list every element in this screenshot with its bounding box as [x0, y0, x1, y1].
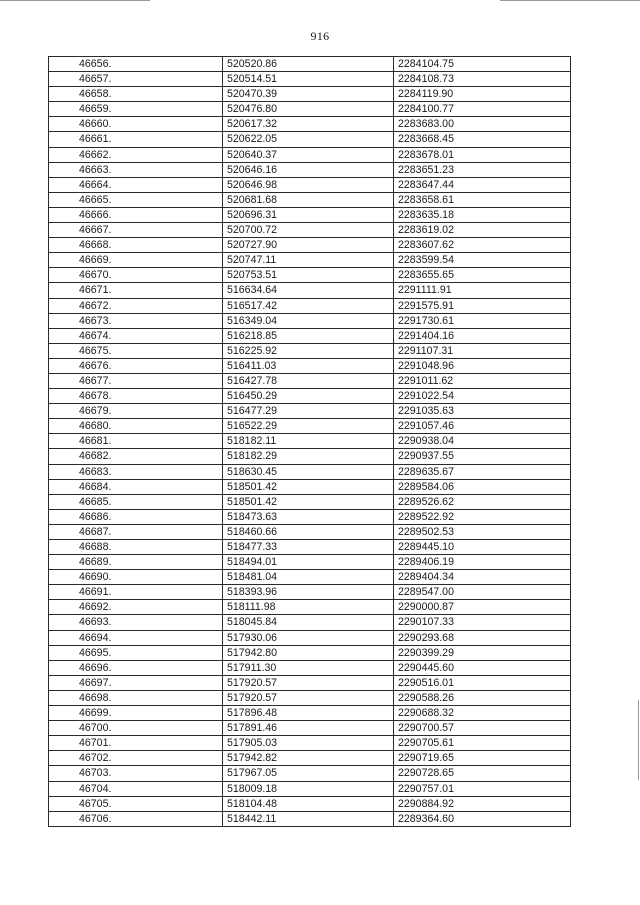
table-row — [49, 57, 571, 72]
y-coordinate-cell: 2283655.65 — [394, 268, 571, 283]
table-row — [49, 751, 571, 766]
x-coordinate-cell: 518501.42 — [223, 494, 394, 509]
y-coordinate-cell: 2289635.67 — [394, 464, 571, 479]
y-coordinate-cell: 2290719.65 — [394, 751, 571, 766]
x-coordinate-cell: 516517.42 — [223, 298, 394, 313]
table-row — [49, 675, 571, 690]
point-number-cell: 46695. — [49, 645, 223, 660]
y-coordinate-cell: 2290938.04 — [394, 434, 571, 449]
x-coordinate-cell: 518111.98 — [223, 600, 394, 615]
point-number-cell: 46659. — [49, 102, 223, 117]
table-row — [49, 509, 571, 524]
y-coordinate-cell: 2283635.18 — [394, 207, 571, 222]
point-number-cell: 46692. — [49, 600, 223, 615]
y-coordinate-cell: 2283607.62 — [394, 238, 571, 253]
y-coordinate-cell: 2283619.02 — [394, 223, 571, 238]
point-number-cell: 46674. — [49, 328, 223, 343]
x-coordinate-cell: 518045.84 — [223, 615, 394, 630]
y-coordinate-cell: 2291022.54 — [394, 389, 571, 404]
point-number-cell: 46696. — [49, 660, 223, 675]
x-coordinate-cell: 518501.42 — [223, 479, 394, 494]
x-coordinate-cell: 518460.66 — [223, 524, 394, 539]
x-coordinate-cell: 518481.04 — [223, 570, 394, 585]
x-coordinate-cell: 520640.37 — [223, 147, 394, 162]
table-row — [49, 736, 571, 751]
y-coordinate-cell: 2289584.06 — [394, 479, 571, 494]
y-coordinate-cell: 2289445.10 — [394, 540, 571, 555]
table-row — [49, 253, 571, 268]
point-number-cell: 46704. — [49, 781, 223, 796]
table-row — [49, 207, 571, 222]
table-row — [49, 162, 571, 177]
table-row — [49, 630, 571, 645]
x-coordinate-cell: 520617.32 — [223, 117, 394, 132]
point-number-cell: 46679. — [49, 404, 223, 419]
x-coordinate-cell: 520681.68 — [223, 192, 394, 207]
x-coordinate-cell: 520727.90 — [223, 238, 394, 253]
x-coordinate-cell: 520514.51 — [223, 72, 394, 87]
x-coordinate-cell: 520753.51 — [223, 268, 394, 283]
point-number-cell: 46697. — [49, 675, 223, 690]
point-number-cell: 46658. — [49, 87, 223, 102]
x-coordinate-cell: 520470.39 — [223, 87, 394, 102]
y-coordinate-cell: 2289547.00 — [394, 585, 571, 600]
y-coordinate-cell: 2290700.57 — [394, 721, 571, 736]
y-coordinate-cell: 2291730.61 — [394, 313, 571, 328]
table-row — [49, 555, 571, 570]
point-number-cell: 46660. — [49, 117, 223, 132]
x-coordinate-cell: 520700.72 — [223, 223, 394, 238]
y-coordinate-cell: 2284100.77 — [394, 102, 571, 117]
table-row — [49, 570, 571, 585]
point-number-cell: 46680. — [49, 419, 223, 434]
table-row — [49, 600, 571, 615]
table-row — [49, 494, 571, 509]
point-number-cell: 46670. — [49, 268, 223, 283]
x-coordinate-cell: 517920.57 — [223, 690, 394, 705]
y-coordinate-cell: 2290588.26 — [394, 690, 571, 705]
y-coordinate-cell: 2290937.55 — [394, 449, 571, 464]
table-row — [49, 328, 571, 343]
y-coordinate-cell: 2291035.63 — [394, 404, 571, 419]
x-coordinate-cell: 520520.86 — [223, 57, 394, 72]
x-coordinate-cell: 517891.46 — [223, 721, 394, 736]
point-number-cell: 46705. — [49, 796, 223, 811]
y-coordinate-cell: 2290107.33 — [394, 615, 571, 630]
point-number-cell: 46665. — [49, 192, 223, 207]
page-number: 916 — [310, 29, 330, 43]
y-coordinate-cell: 2290000.87 — [394, 600, 571, 615]
y-coordinate-cell: 2284119.90 — [394, 87, 571, 102]
point-number-cell: 46673. — [49, 313, 223, 328]
x-coordinate-cell: 516522.29 — [223, 419, 394, 434]
table-row — [49, 298, 571, 313]
x-coordinate-cell: 516218.85 — [223, 328, 394, 343]
y-coordinate-cell: 2283683.00 — [394, 117, 571, 132]
y-coordinate-cell: 2289406.19 — [394, 555, 571, 570]
x-coordinate-cell: 516427.78 — [223, 373, 394, 388]
y-coordinate-cell: 2291111.91 — [394, 283, 571, 298]
table-row — [49, 313, 571, 328]
table-row — [49, 660, 571, 675]
table-row — [49, 645, 571, 660]
table-row — [49, 132, 571, 147]
table-row — [49, 223, 571, 238]
y-coordinate-cell: 2283658.61 — [394, 192, 571, 207]
table-row — [49, 117, 571, 132]
table-row — [49, 721, 571, 736]
x-coordinate-cell: 520646.16 — [223, 162, 394, 177]
table-row — [49, 811, 571, 826]
point-number-cell: 46678. — [49, 389, 223, 404]
table-row — [49, 766, 571, 781]
y-coordinate-cell: 2291404.16 — [394, 328, 571, 343]
table-row — [49, 343, 571, 358]
point-number-cell: 46683. — [49, 464, 223, 479]
y-coordinate-cell: 2283647.44 — [394, 177, 571, 192]
y-coordinate-cell: 2289526.62 — [394, 494, 571, 509]
y-coordinate-cell: 2291057.46 — [394, 419, 571, 434]
y-coordinate-cell: 2284108.73 — [394, 72, 571, 87]
point-number-cell: 46664. — [49, 177, 223, 192]
y-coordinate-cell: 2290705.61 — [394, 736, 571, 751]
point-number-cell: 46703. — [49, 766, 223, 781]
y-coordinate-cell: 2290728.65 — [394, 766, 571, 781]
point-number-cell: 46699. — [49, 706, 223, 721]
point-number-cell: 46691. — [49, 585, 223, 600]
table-row — [49, 524, 571, 539]
y-coordinate-cell: 2290516.01 — [394, 675, 571, 690]
table-row — [49, 585, 571, 600]
y-coordinate-cell: 2283678.01 — [394, 147, 571, 162]
x-coordinate-cell: 518630.45 — [223, 464, 394, 479]
y-coordinate-cell: 2283668.45 — [394, 132, 571, 147]
x-coordinate-cell: 518473.63 — [223, 509, 394, 524]
x-coordinate-cell: 517942.82 — [223, 751, 394, 766]
point-number-cell: 46671. — [49, 283, 223, 298]
table-row — [49, 72, 571, 87]
x-coordinate-cell: 520747.11 — [223, 253, 394, 268]
x-coordinate-cell: 518009.18 — [223, 781, 394, 796]
table-row — [49, 238, 571, 253]
table-row — [49, 283, 571, 298]
x-coordinate-cell: 520696.31 — [223, 207, 394, 222]
x-coordinate-cell: 518477.33 — [223, 540, 394, 555]
x-coordinate-cell: 520476.80 — [223, 102, 394, 117]
scan-edge-right — [638, 700, 639, 780]
point-number-cell: 46676. — [49, 358, 223, 373]
point-number-cell: 46690. — [49, 570, 223, 585]
point-number-cell: 46694. — [49, 630, 223, 645]
table-row — [49, 373, 571, 388]
table-row — [49, 358, 571, 373]
point-number-cell: 46687. — [49, 524, 223, 539]
x-coordinate-cell: 518104.48 — [223, 796, 394, 811]
y-coordinate-cell: 2289364.60 — [394, 811, 571, 826]
scan-edge-top-right — [500, 0, 640, 1]
point-number-cell: 46677. — [49, 373, 223, 388]
x-coordinate-cell: 517905.03 — [223, 736, 394, 751]
y-coordinate-cell: 2291107.31 — [394, 343, 571, 358]
x-coordinate-cell: 517930.06 — [223, 630, 394, 645]
table-row — [49, 404, 571, 419]
table-row — [49, 479, 571, 494]
x-coordinate-cell: 517942.80 — [223, 645, 394, 660]
point-number-cell: 46662. — [49, 147, 223, 162]
point-number-cell: 46686. — [49, 509, 223, 524]
point-number-cell: 46689. — [49, 555, 223, 570]
table-body — [49, 57, 571, 827]
x-coordinate-cell: 517911.30 — [223, 660, 394, 675]
point-number-cell: 46661. — [49, 132, 223, 147]
y-coordinate-cell: 2290399.29 — [394, 645, 571, 660]
point-number-cell: 46685. — [49, 494, 223, 509]
x-coordinate-cell: 520622.05 — [223, 132, 394, 147]
table-row — [49, 706, 571, 721]
x-coordinate-cell: 517967.05 — [223, 766, 394, 781]
point-number-cell: 46668. — [49, 238, 223, 253]
point-number-cell: 46667. — [49, 223, 223, 238]
point-number-cell: 46702. — [49, 751, 223, 766]
y-coordinate-cell: 2284104.75 — [394, 57, 571, 72]
point-number-cell: 46666. — [49, 207, 223, 222]
x-coordinate-cell: 516477.29 — [223, 404, 394, 419]
x-coordinate-cell: 516450.29 — [223, 389, 394, 404]
x-coordinate-cell: 517896.48 — [223, 706, 394, 721]
x-coordinate-cell: 518393.96 — [223, 585, 394, 600]
point-number-cell: 46657. — [49, 72, 223, 87]
table-row — [49, 434, 571, 449]
point-number-cell: 46701. — [49, 736, 223, 751]
point-number-cell: 46693. — [49, 615, 223, 630]
x-coordinate-cell: 516634.64 — [223, 283, 394, 298]
point-number-cell: 46698. — [49, 690, 223, 705]
x-coordinate-cell: 516225.92 — [223, 343, 394, 358]
y-coordinate-cell: 2283599.54 — [394, 253, 571, 268]
y-coordinate-cell: 2290884.92 — [394, 796, 571, 811]
table-row — [49, 177, 571, 192]
table-row — [49, 192, 571, 207]
table-row — [49, 464, 571, 479]
y-coordinate-cell: 2289404.34 — [394, 570, 571, 585]
x-coordinate-cell: 520646.98 — [223, 177, 394, 192]
table-row — [49, 147, 571, 162]
y-coordinate-cell: 2289502.53 — [394, 524, 571, 539]
y-coordinate-cell: 2291048.96 — [394, 358, 571, 373]
y-coordinate-cell: 2283651.23 — [394, 162, 571, 177]
point-number-cell: 46656. — [49, 57, 223, 72]
y-coordinate-cell: 2291011.62 — [394, 373, 571, 388]
table-row — [49, 615, 571, 630]
point-number-cell: 46663. — [49, 162, 223, 177]
y-coordinate-cell: 2290293.68 — [394, 630, 571, 645]
table-row — [49, 268, 571, 283]
y-coordinate-cell: 2290757.01 — [394, 781, 571, 796]
x-coordinate-cell: 516349.04 — [223, 313, 394, 328]
x-coordinate-cell: 518182.11 — [223, 434, 394, 449]
table-row — [49, 690, 571, 705]
point-number-cell: 46706. — [49, 811, 223, 826]
table-row — [49, 540, 571, 555]
y-coordinate-cell: 2290688.32 — [394, 706, 571, 721]
point-number-cell: 46684. — [49, 479, 223, 494]
y-coordinate-cell: 2291575.91 — [394, 298, 571, 313]
table-row — [49, 449, 571, 464]
point-number-cell: 46672. — [49, 298, 223, 313]
y-coordinate-cell: 2289522.92 — [394, 509, 571, 524]
point-number-cell: 46688. — [49, 540, 223, 555]
x-coordinate-cell: 516411.03 — [223, 358, 394, 373]
x-coordinate-cell: 517920.57 — [223, 675, 394, 690]
point-number-cell: 46682. — [49, 449, 223, 464]
x-coordinate-cell: 518442.11 — [223, 811, 394, 826]
coordinates-table — [48, 56, 571, 827]
x-coordinate-cell: 518182.29 — [223, 449, 394, 464]
point-number-cell: 46700. — [49, 721, 223, 736]
table-row — [49, 781, 571, 796]
point-number-cell: 46681. — [49, 434, 223, 449]
point-number-cell: 46669. — [49, 253, 223, 268]
x-coordinate-cell: 518494.01 — [223, 555, 394, 570]
table-row — [49, 102, 571, 117]
table-row — [49, 796, 571, 811]
point-number-cell: 46675. — [49, 343, 223, 358]
table-row — [49, 389, 571, 404]
table-row — [49, 419, 571, 434]
scan-edge-top-left — [0, 0, 150, 1]
y-coordinate-cell: 2290445.60 — [394, 660, 571, 675]
table-row — [49, 87, 571, 102]
